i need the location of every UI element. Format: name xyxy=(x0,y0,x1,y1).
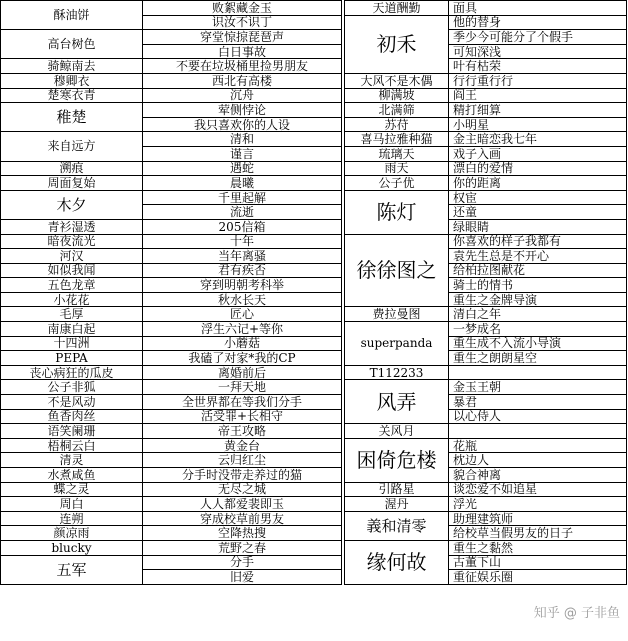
author-cell: 关风月 xyxy=(345,424,449,439)
author-cell: 丧心病狂的瓜皮 xyxy=(1,365,143,380)
table-row xyxy=(1,161,342,176)
author-cell: 大风不是木偶 xyxy=(345,73,449,88)
book-title-cell: 浮光 xyxy=(449,497,627,512)
table-row xyxy=(345,146,627,161)
book-title-cell: 君有疾否 xyxy=(143,263,342,278)
author-cell: PEPA xyxy=(1,351,143,366)
book-title-cell: 沉舟 xyxy=(143,88,342,103)
author-cell: 青衫湿透 xyxy=(1,219,143,234)
table-row xyxy=(345,424,627,439)
book-title-cell: 晨曦 xyxy=(143,176,342,191)
book-title-cell: 阎王 xyxy=(449,88,627,103)
table-row xyxy=(1,234,342,249)
table-row xyxy=(1,468,342,483)
book-title-cell: 离婚前后 xyxy=(143,365,342,380)
book-title-cell: 金玉王朝 xyxy=(449,380,627,395)
book-title-cell: 谈恋爱不如追星 xyxy=(449,482,627,497)
author-cell: 五色龙章 xyxy=(1,278,143,293)
author-cell: 河汉 xyxy=(1,249,143,264)
book-title-cell: 古董下山 xyxy=(449,555,627,570)
table-row xyxy=(1,190,342,205)
author-cell: 穆卿衣 xyxy=(1,73,143,88)
book-title-cell: 当年离骚 xyxy=(143,249,342,264)
table-row xyxy=(345,103,627,118)
author-cell: 喜马拉雅种猫 xyxy=(345,132,449,147)
book-title-cell xyxy=(449,424,627,439)
author-cell: 柳满坡 xyxy=(345,88,449,103)
book-title-cell: 重生成不入流小导演 xyxy=(449,336,627,351)
book-title-cell: 袁先生总是不开心 xyxy=(449,249,627,264)
table-row xyxy=(1,497,342,512)
author-cell: 颜凉雨 xyxy=(1,526,143,541)
book-title-cell: 行行重行行 xyxy=(449,73,627,88)
author-cell: superpanda xyxy=(345,322,449,366)
table-row xyxy=(1,409,342,424)
book-title-cell: 季少今可能分了个假手 xyxy=(449,30,627,45)
table-row xyxy=(345,117,627,132)
table-row xyxy=(345,482,627,497)
table-row xyxy=(1,453,342,468)
book-title-cell: 漂白的爱情 xyxy=(449,161,627,176)
author-cell: 溯痕 xyxy=(1,161,143,176)
book-title-cell: 帝王攻略 xyxy=(143,424,342,439)
book-title-cell: 谨言 xyxy=(143,146,342,161)
book-title-cell: 穿成校草前男友 xyxy=(143,511,342,526)
book-title-cell: 骑士的情书 xyxy=(449,278,627,293)
author-cell: 蝶之灵 xyxy=(1,482,143,497)
book-title-cell: 分手时没带走养过的猫 xyxy=(143,468,342,483)
book-title-cell: 你的距离 xyxy=(449,176,627,191)
book-title-cell: 浮生六记+等你 xyxy=(143,322,342,337)
book-title-cell: 匠心 xyxy=(143,307,342,322)
book-title-cell: 重征娱乐圈 xyxy=(449,570,627,585)
author-cell: 周白 xyxy=(1,497,143,512)
table-row xyxy=(1,511,342,526)
book-title-cell: 面具 xyxy=(449,1,627,16)
table-row xyxy=(1,482,342,497)
book-title-cell: 助理建筑师 xyxy=(449,511,627,526)
book-title-cell: 识汝不识丁 xyxy=(143,15,342,30)
table-row xyxy=(345,15,627,30)
book-title-cell: 绿眼睛 xyxy=(449,219,627,234)
book-title-cell: 小明星 xyxy=(449,117,627,132)
table-row xyxy=(345,540,627,555)
book-title-cell: 无尽之城 xyxy=(143,482,342,497)
book-title-cell: 分手 xyxy=(143,555,342,570)
author-cell: 苏苻 xyxy=(345,117,449,132)
author-cell: 稚楚 xyxy=(1,103,143,132)
table-row xyxy=(345,176,627,191)
table-row xyxy=(345,1,627,16)
author-cell: 连朔 xyxy=(1,511,143,526)
book-title-cell: 给校草当假男友的日子 xyxy=(449,526,627,541)
table-row xyxy=(345,497,627,512)
author-cell: 陈灯 xyxy=(345,190,449,234)
table-row xyxy=(1,249,342,264)
book-title-cell: 千里起解 xyxy=(143,190,342,205)
zhihu-watermark: 知乎 @ 子非鱼 xyxy=(533,606,620,621)
author-cell: 北满筛 xyxy=(345,103,449,118)
author-cell: 天道酬勤 xyxy=(345,1,449,16)
right-author-table xyxy=(344,0,627,585)
author-cell: 五军 xyxy=(1,555,143,584)
author-cell: 语笑阑珊 xyxy=(1,424,143,439)
table-row xyxy=(345,234,627,249)
book-title-cell: 一梦成名 xyxy=(449,322,627,337)
table-row xyxy=(1,438,342,453)
book-title-cell: 我只喜欢你的人设 xyxy=(143,117,342,132)
table-row xyxy=(1,336,342,351)
table-row xyxy=(1,219,342,234)
author-cell: 不是风动 xyxy=(1,395,143,410)
table-row xyxy=(1,380,342,395)
book-title-cell: 荒野之春 xyxy=(143,540,342,555)
table-row xyxy=(345,88,627,103)
author-cell: 水煮咸鱼 xyxy=(1,468,143,483)
table-row xyxy=(1,555,342,570)
author-cell: blucky xyxy=(1,540,143,555)
author-cell: 初禾 xyxy=(345,15,449,73)
book-title-cell: 旧爱 xyxy=(143,570,342,585)
book-title-cell: 西北有高楼 xyxy=(143,73,342,88)
table-row xyxy=(345,161,627,176)
book-title-cell: 秋水长天 xyxy=(143,292,342,307)
table-row xyxy=(1,278,342,293)
table-row xyxy=(1,424,342,439)
book-title-cell: 空降热搜 xyxy=(143,526,342,541)
author-cell: 徐徐图之 xyxy=(345,234,449,307)
table-row xyxy=(1,88,342,103)
table-row xyxy=(1,322,342,337)
table-row xyxy=(1,73,342,88)
book-title-cell: 他的替身 xyxy=(449,15,627,30)
book-title-cell: 叶有枯荣 xyxy=(449,59,627,74)
book-title-cell: 重生之黏然 xyxy=(449,540,627,555)
author-cell: 费拉曼图 xyxy=(345,307,449,322)
book-title-cell: 流逝 xyxy=(143,205,342,220)
author-cell: 梧桐云白 xyxy=(1,438,143,453)
table-row xyxy=(1,540,342,555)
author-cell: 楚寒衣青 xyxy=(1,88,143,103)
author-cell: 困倚危楼 xyxy=(345,438,449,482)
author-cell: 来自远方 xyxy=(1,132,143,161)
author-cell: 雨天 xyxy=(345,161,449,176)
author-cell: 公子优 xyxy=(345,176,449,191)
author-cell: 缘何故 xyxy=(345,540,449,584)
table-row xyxy=(1,526,342,541)
author-cell: 毛厚 xyxy=(1,307,143,322)
book-title-cell: 遇蛇 xyxy=(143,161,342,176)
table-row xyxy=(1,103,342,118)
book-title-cell: 重生之金牌导演 xyxy=(449,292,627,307)
book-title-cell: 不要在垃圾桶里捡男朋友 xyxy=(143,59,342,74)
table-row xyxy=(1,176,342,191)
author-cell: 如似我闻 xyxy=(1,263,143,278)
author-cell: 義和清零 xyxy=(345,511,449,540)
book-title-cell: 你喜欢的样子我都有 xyxy=(449,234,627,249)
author-cell: 南康白起 xyxy=(1,322,143,337)
table-row xyxy=(1,59,342,74)
book-title-cell: 可知深浅 xyxy=(449,44,627,59)
book-title-cell: 花瓶 xyxy=(449,438,627,453)
table-row xyxy=(1,307,342,322)
author-cell: 高台树色 xyxy=(1,30,143,59)
author-cell: 暗夜流光 xyxy=(1,234,143,249)
table-row xyxy=(345,322,627,337)
author-cell: 引路星 xyxy=(345,482,449,497)
book-title-cell: 全世界都在等我们分手 xyxy=(143,395,342,410)
table-row xyxy=(345,380,627,395)
book-title-cell: 云归红尘 xyxy=(143,453,342,468)
book-title-cell: 白日事故 xyxy=(143,44,342,59)
book-title-cell: 一拜天地 xyxy=(143,380,342,395)
table-row xyxy=(1,292,342,307)
book-title-cell: 人人都爱裴即玉 xyxy=(143,497,342,512)
book-title-cell: 清白之年 xyxy=(449,307,627,322)
author-cell: 渥丹 xyxy=(345,497,449,512)
table-row xyxy=(1,1,342,16)
book-title-cell: 清和 xyxy=(143,132,342,147)
table-row xyxy=(1,263,342,278)
book-title-cell: 败絮藏金玉 xyxy=(143,1,342,16)
table-row xyxy=(1,365,342,380)
author-cell: 清灵 xyxy=(1,453,143,468)
book-title-cell: 还童 xyxy=(449,205,627,220)
table-row xyxy=(345,190,627,205)
table-row xyxy=(1,351,342,366)
book-title-cell: 精打细算 xyxy=(449,103,627,118)
book-title-cell: 我磕了对家*我的CP xyxy=(143,351,342,366)
book-title-cell: 小蘑菇 xyxy=(143,336,342,351)
book-title-cell: 穿堂惊掠琵琶声 xyxy=(143,30,342,45)
book-title-cell: 戏子入画 xyxy=(449,146,627,161)
book-title-cell: 貌合神离 xyxy=(449,468,627,483)
book-title-cell: 以心侍人 xyxy=(449,409,627,424)
author-cell: T112233 xyxy=(345,365,449,380)
book-title-cell: 枕边人 xyxy=(449,453,627,468)
book-title-cell: 给柏拉图献花 xyxy=(449,263,627,278)
book-title-cell: 穿到明朝考科举 xyxy=(143,278,342,293)
author-cell: 公子非狐 xyxy=(1,380,143,395)
book-title-cell: 暴君 xyxy=(449,395,627,410)
table-row xyxy=(345,73,627,88)
table-row xyxy=(1,30,342,45)
table-row xyxy=(345,132,627,147)
author-cell: 骑鲸南去 xyxy=(1,59,143,74)
book-title-cell xyxy=(449,365,627,380)
table-row xyxy=(345,438,627,453)
table-row xyxy=(345,307,627,322)
author-cell: 琉璃天 xyxy=(345,146,449,161)
book-title-cell: 金主暗恋我七年 xyxy=(449,132,627,147)
book-title-cell: 黄金台 xyxy=(143,438,342,453)
book-title-cell: 权宦 xyxy=(449,190,627,205)
author-cell: 十四洲 xyxy=(1,336,143,351)
book-title-cell: 十年 xyxy=(143,234,342,249)
author-cell: 木夕 xyxy=(1,190,143,219)
author-cell: 风弄 xyxy=(345,380,449,424)
table-row xyxy=(345,511,627,526)
author-cell: 周面复始 xyxy=(1,176,143,191)
author-cell: 小花花 xyxy=(1,292,143,307)
author-cell: 鱼香肉丝 xyxy=(1,409,143,424)
table-row xyxy=(1,132,342,147)
book-title-cell: 荤侧悖论 xyxy=(143,103,342,118)
left-author-table xyxy=(0,0,342,585)
book-title-cell: 活受罪+长相守 xyxy=(143,409,342,424)
author-cell: 酥油饼 xyxy=(1,1,143,30)
book-title-cell: 重生之朗朗星空 xyxy=(449,351,627,366)
book-title-cell: 205信箱 xyxy=(143,219,342,234)
table-row xyxy=(345,365,627,380)
table-row xyxy=(1,395,342,410)
